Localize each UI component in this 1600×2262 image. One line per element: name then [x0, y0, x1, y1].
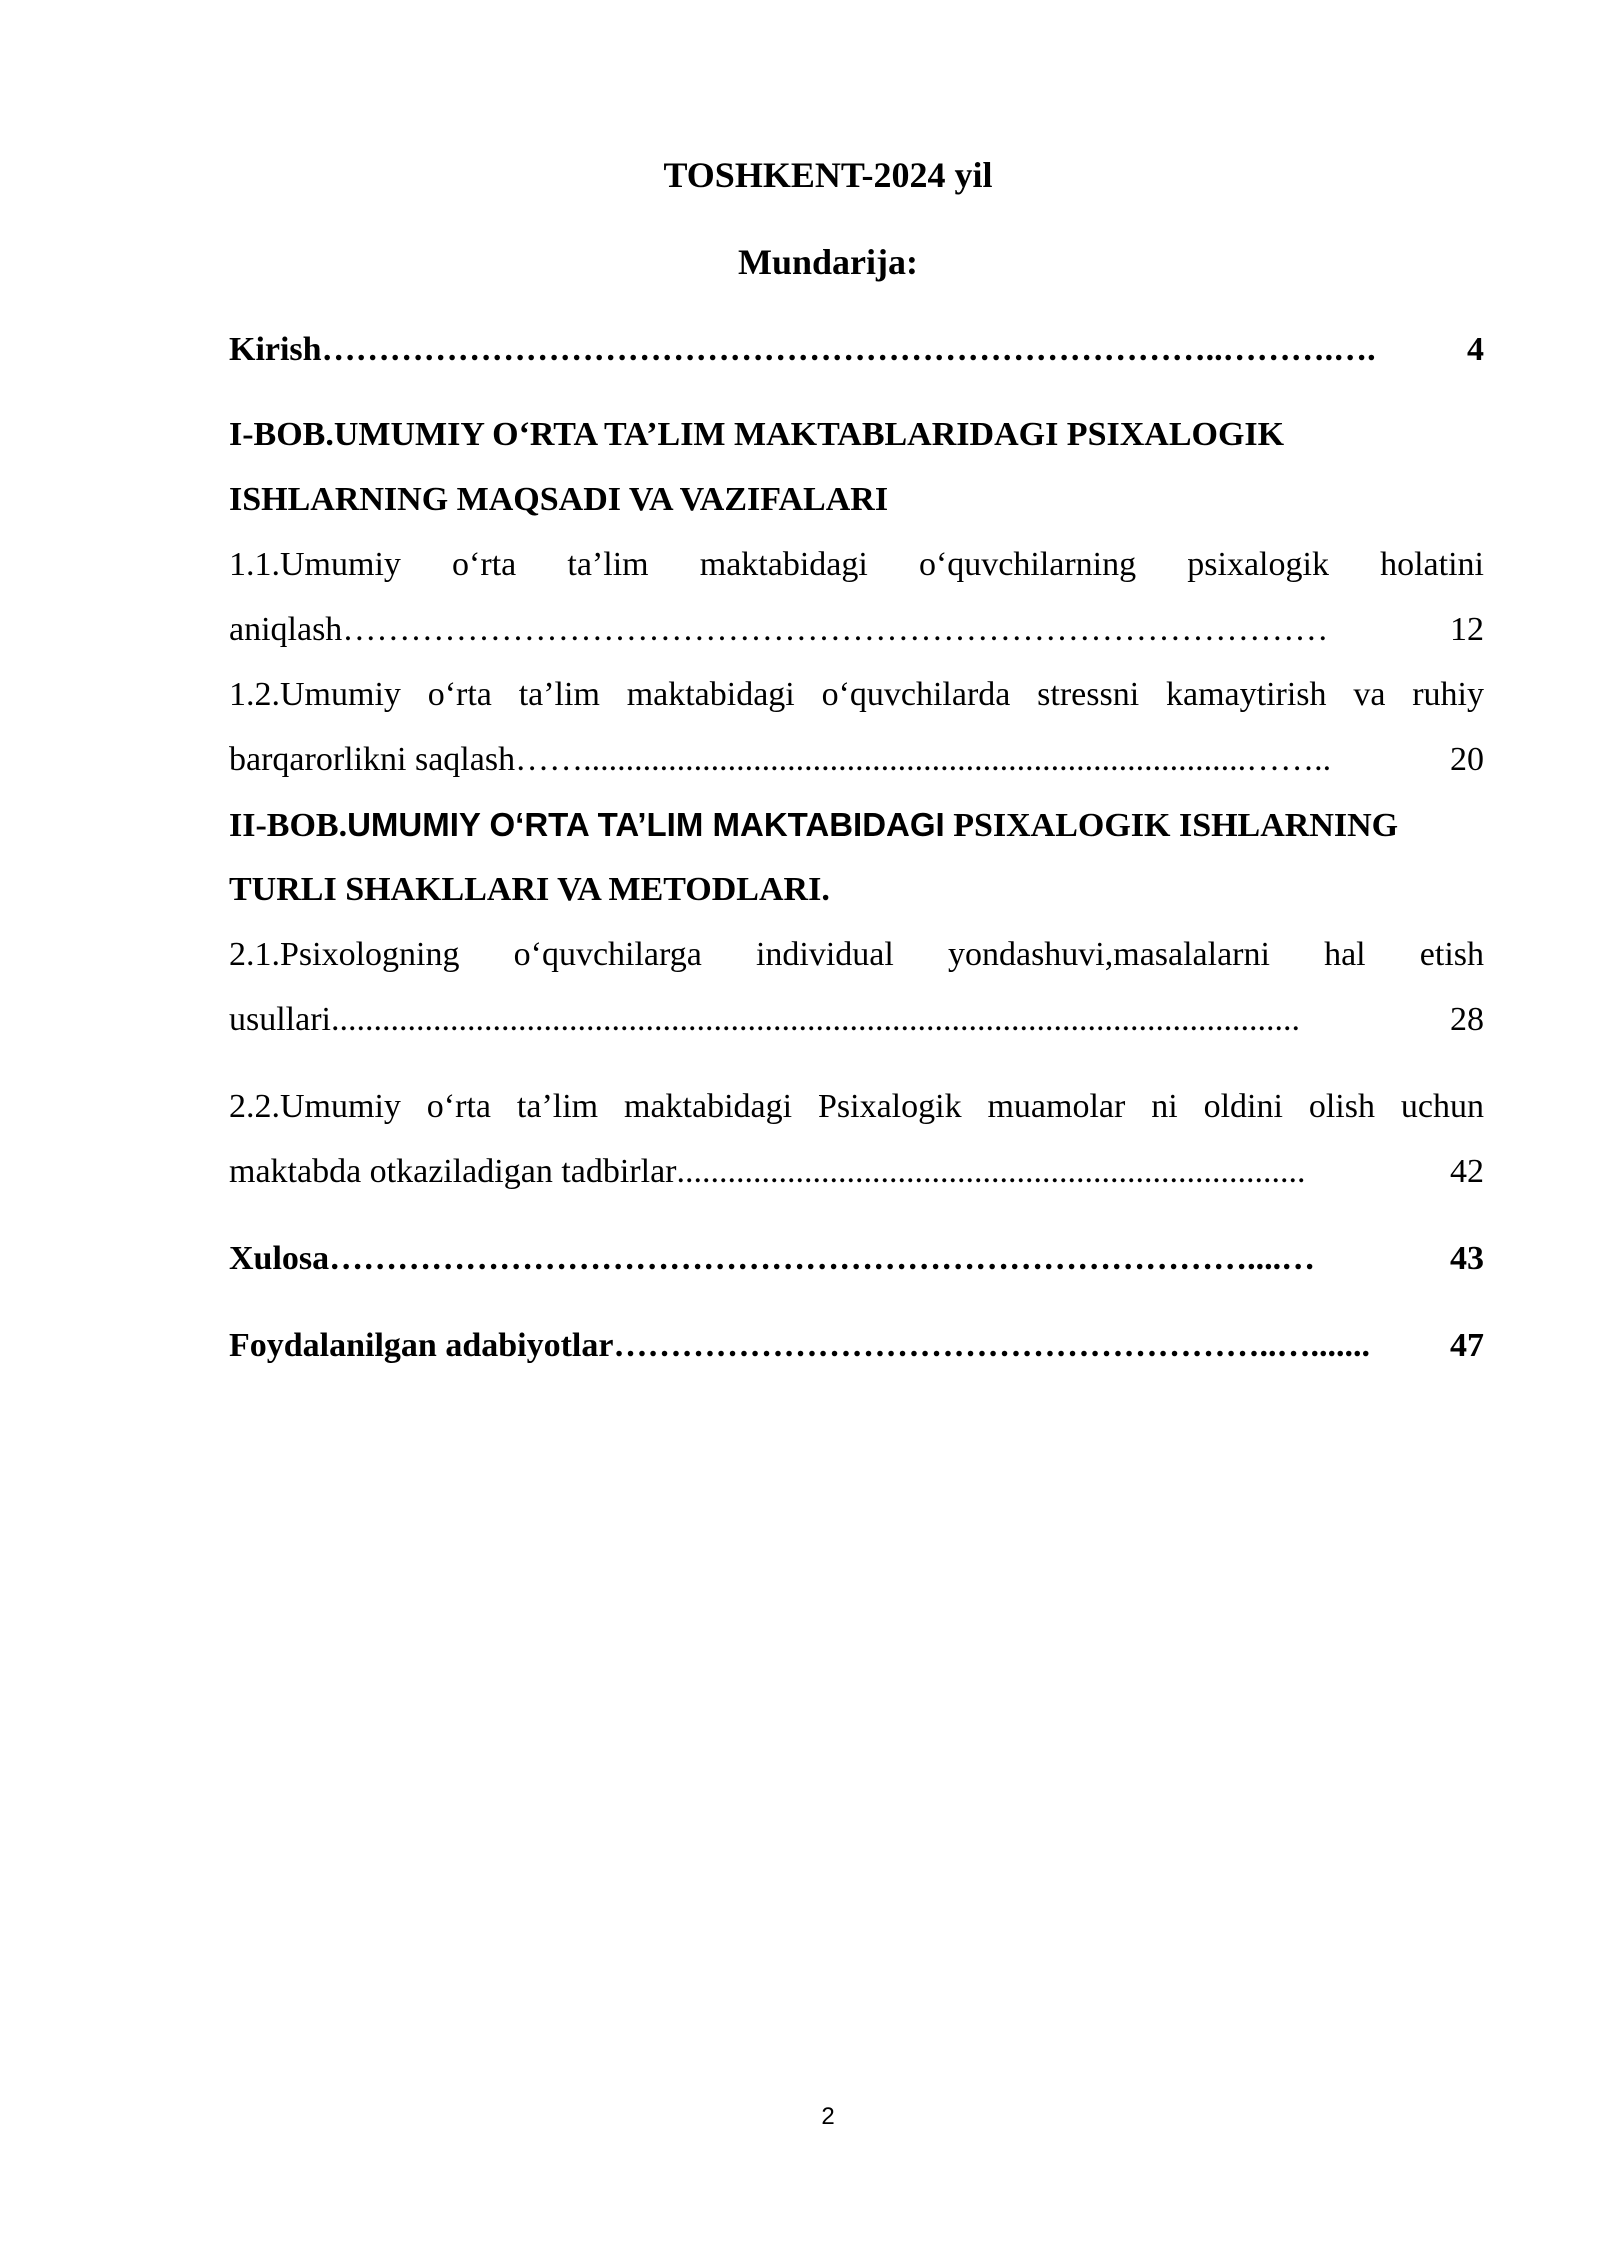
toc-title: Mundarija: — [738, 242, 918, 282]
toc-entry-intro — [229, 320, 1484, 380]
toc-leader-dots: .................................................................................................................. — [330, 1001, 1300, 1038]
toc-entry-label: aniqlash — [229, 611, 343, 648]
toc-section-2-1-line-1: 2.1.Psixologning o‘quvchilarga individual yondashuvi,masalalarni hal etish — [229, 936, 1484, 973]
footer-page-number: 2 — [821, 2103, 835, 2130]
toc-page-number: 43 — [1450, 1240, 1484, 1277]
toc-section-1-2-line-2 — [229, 730, 1484, 790]
toc-leader-dots: ………………………………………………………………………....… — [329, 1240, 1316, 1277]
toc-page-number: 42 — [1450, 1153, 1484, 1190]
chapter-2-title-rest: PSIXALOGIK ISHLARNING — [944, 807, 1399, 844]
toc-entry-label: usullari — [229, 1001, 331, 1038]
toc-chapter-2-line-2: TURLI SHAKLLARI VA METODLARI. — [229, 871, 830, 908]
toc-leader-dots: …………………………………………………………………………… — [342, 611, 1329, 648]
toc-entry-references — [229, 1316, 1484, 1376]
toc-entry-label: Xulosa — [229, 1240, 330, 1277]
toc-page-number: 20 — [1450, 741, 1484, 778]
toc-section-2-2-line-1: 2.2.Umumiy o‘rta ta’lim maktabidagi Psixalogik muamolar ni oldini olish uchun — [229, 1088, 1484, 1125]
toc-section-1-2-line-1: 1.2.Umumiy o‘rta ta’lim maktabidagi o‘quvchilarda stressni kamaytirish va ruhiy — [229, 676, 1484, 713]
toc-section-2-2-line-2 — [229, 1142, 1484, 1202]
toc-section-1-1-line-2 — [229, 600, 1484, 660]
toc-entry-conclusion — [229, 1229, 1484, 1289]
toc-section-1-1-line-1: 1.1.Umumiy o‘rta ta’lim maktabidagi o‘quvchilarning psixalogik holatini — [229, 546, 1484, 583]
toc-entry-label: Kirish — [229, 331, 322, 368]
toc-leader-dots: ……………………………………………………………………..……….…. — [321, 331, 1376, 368]
toc-section-2-1-line-2 — [229, 990, 1484, 1050]
chapter-2-prefix: II-BOB. — [229, 807, 348, 844]
toc-chapter-1-line-2: ISHLARNING MAQSADI VA VAZIFALARI — [229, 481, 889, 518]
toc-leader-dots: .......................................................................... — [676, 1153, 1306, 1190]
toc-entry-label: Foydalanilgan adabiyotlar — [229, 1327, 614, 1364]
toc-leader-dots: ……..............................................................................…….. — [515, 741, 1332, 778]
toc-chapter-1-line-1: I-BOB.UMUMIY O‘RTA TA’LIM MAKTABLARIDAGI PSIXALOGIK — [229, 416, 1285, 453]
toc-page-number: 12 — [1450, 611, 1484, 648]
toc-entry-label: maktabda otkaziladigan tadbirlar — [229, 1153, 677, 1190]
toc-page-number: 47 — [1450, 1327, 1484, 1364]
toc-chapter-2-line-1 — [229, 795, 1484, 855]
chapter-2-title-sans: UMUMIY O‘RTA TA’LIM MAKTABIDAGI — [347, 806, 945, 843]
city-year-heading: TOSHKENT-2024 yil — [663, 155, 993, 195]
toc-entry-label: barqarorlikni saqlash — [229, 741, 516, 778]
toc-page-number: 28 — [1450, 1001, 1484, 1038]
toc-page-number: 4 — [1467, 331, 1484, 368]
toc-leader-dots: …………………………………………………..…....... — [613, 1327, 1370, 1364]
